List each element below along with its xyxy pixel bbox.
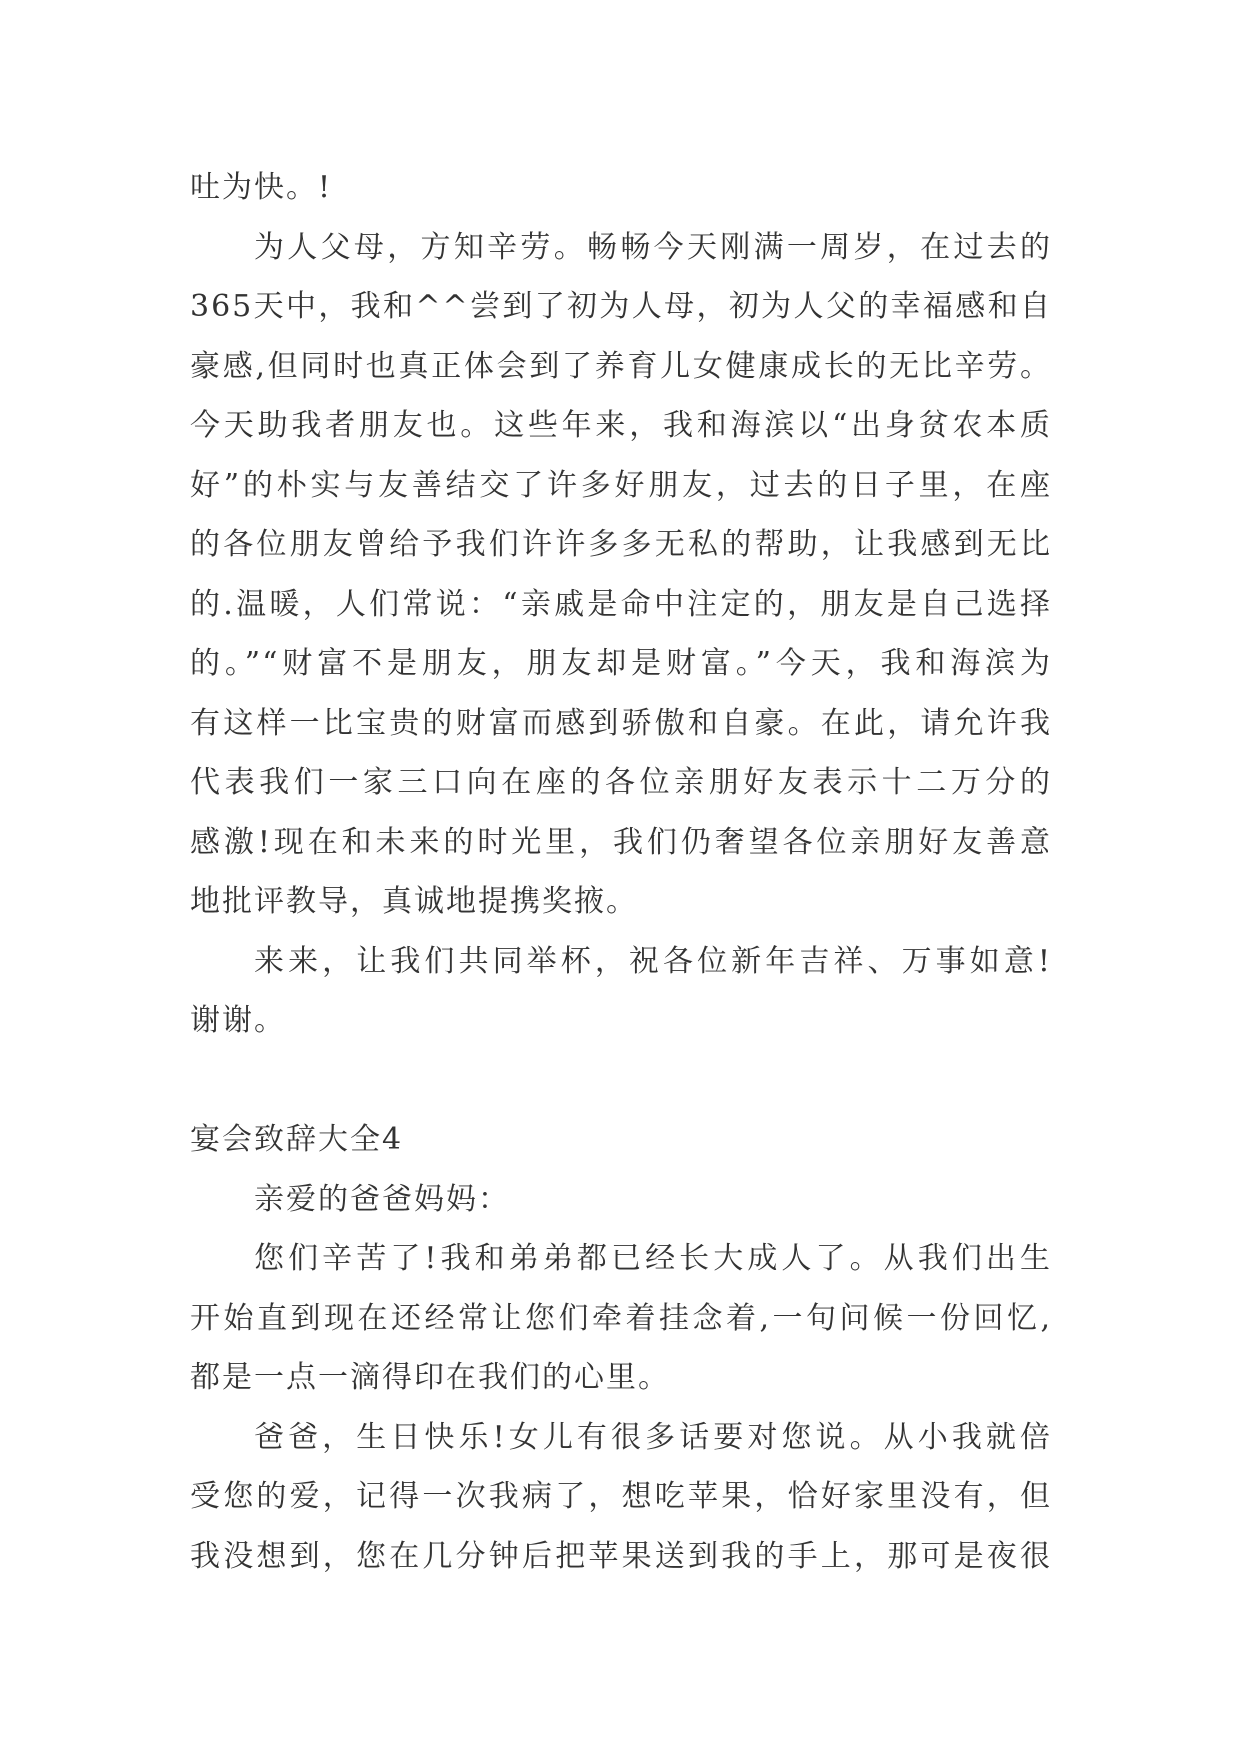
text-line: 的各位朋友曾给予我们许许多多无私的帮助，让我感到无比 [190, 527, 1052, 562]
text-line: 谢谢。 [190, 1003, 286, 1038]
text-line: 开始直到现在还经常让您们牵着挂念着,一句问候一份回忆, [190, 1300, 1052, 1336]
paragraph-first-line: 爸爸，生日快乐!女儿有很多话要对您说。从小我就倍 [254, 1419, 1052, 1455]
text-line: 的.温暖，人们常说：“亲戚是命中注定的，朋友是自己选择 [190, 586, 1052, 622]
section-heading: 宴会致辞大全4 [190, 1122, 404, 1157]
document-body [190, 158, 1052, 1586]
text-line: 吐为快。! [190, 170, 333, 205]
text-line: 豪感,但同时也真正体会到了养育儿女健康成长的无比辛劳。 [190, 348, 1052, 384]
text-line: 的。”“财富不是朋友，朋友却是财富。”今天，我和海滨为 [190, 646, 1052, 681]
paragraph-first-line: 来来，让我们共同举杯，祝各位新年吉祥、万事如意! [254, 943, 1052, 979]
text-line: 好”的朴实与友善结交了许多好朋友，过去的日子里，在座 [190, 467, 1052, 503]
text-line: 有这样一比宝贵的财富而感到骄傲和自豪。在此，请允许我 [190, 705, 1052, 741]
text-line: 今天助我者朋友也。这些年来，我和海滨以“出身贫农本质 [190, 408, 1052, 443]
text-line: 受您的爱，记得一次我病了，想吃苹果，恰好家里没有，但 [190, 1479, 1052, 1514]
text-line: 感激!现在和未来的时光里，我们仍奢望各位亲朋好友善意 [190, 824, 1052, 860]
text-line: 代表我们一家三口向在座的各位亲朋好友表示十二万分的 [190, 765, 1052, 800]
section-spacer [190, 1051, 1052, 1111]
paragraph-first-line: 您们辛苦了!我和弟弟都已经长大成人了。从我们出生 [254, 1241, 1052, 1276]
text-line: 我没想到，您在几分钟后把苹果送到我的手上，那可是夜很 [190, 1538, 1052, 1574]
text-line: 365天中，我和^^尝到了初为人母，初为人父的幸福感和自 [190, 289, 1052, 324]
text-line: 都是一点一滴得印在我们的心里。 [190, 1360, 670, 1395]
text-line: 地批评教导，真诚地提携奖掖。 [190, 884, 638, 919]
paragraph-first-line: 为人父母，方知辛劳。畅畅今天刚满一周岁，在过去的 [254, 229, 1052, 265]
salutation-line: 亲爱的爸爸妈妈： [254, 1181, 510, 1217]
